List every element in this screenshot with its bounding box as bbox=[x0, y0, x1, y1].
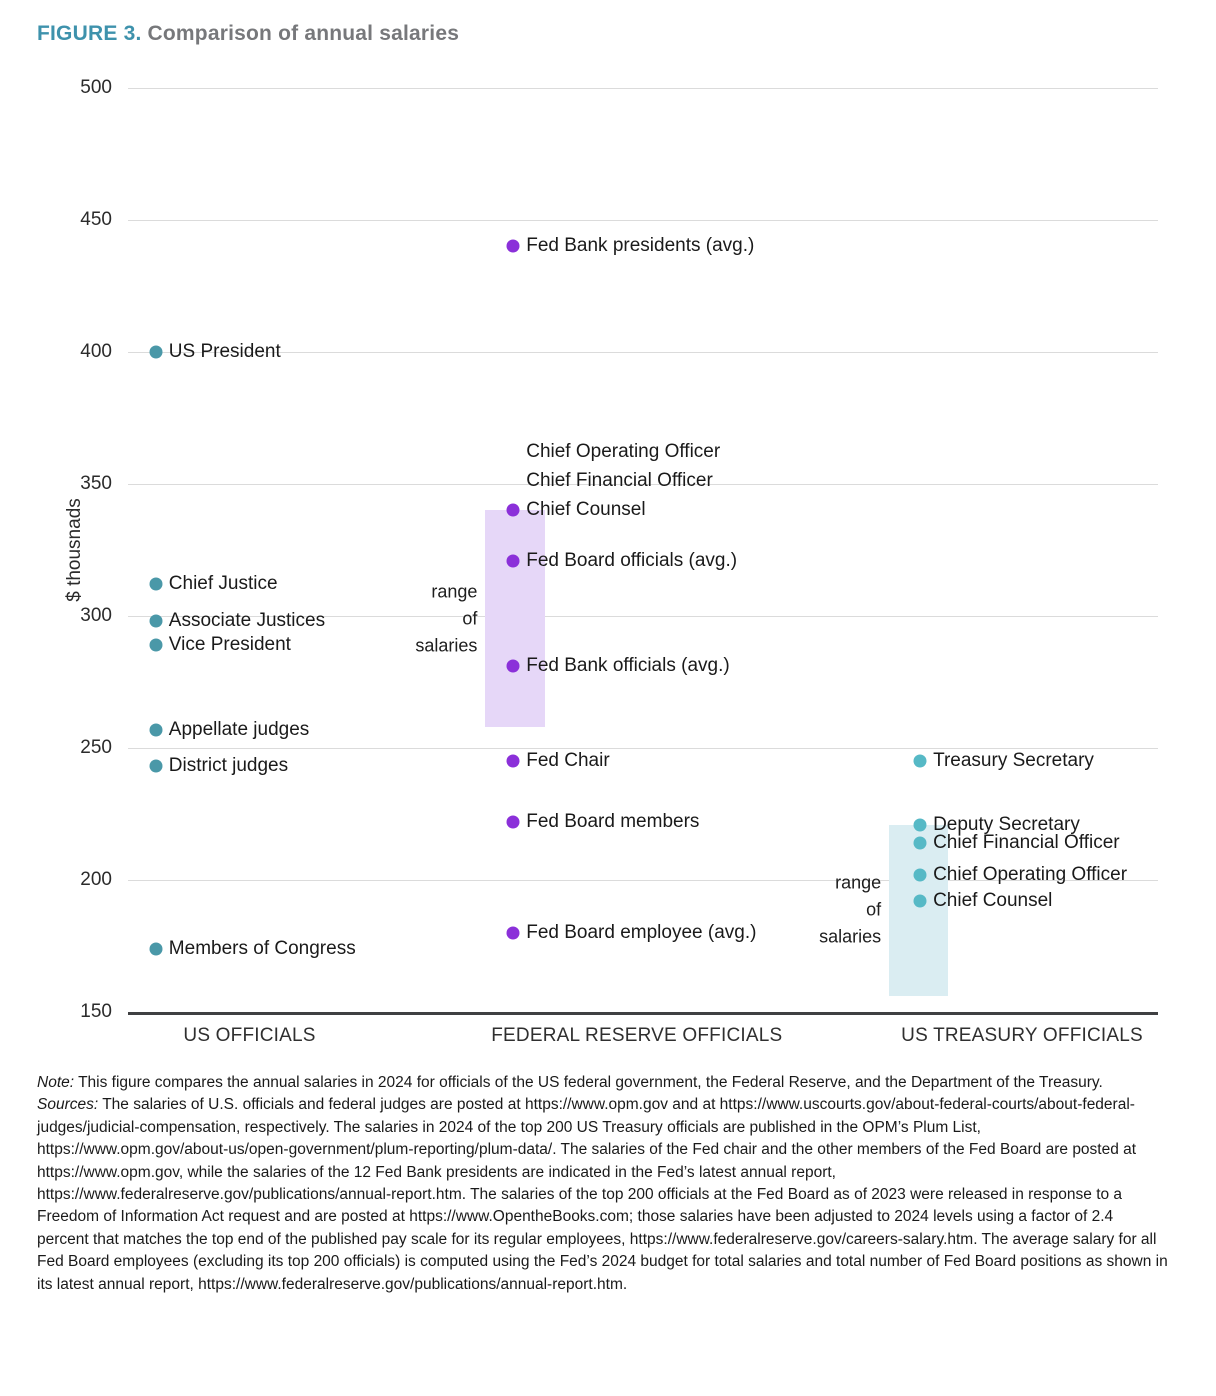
x-axis-category: FEDERAL RESERVE OFFICIALS bbox=[491, 1025, 783, 1046]
figure-number: FIGURE 3. bbox=[37, 22, 142, 45]
data-point-label: Chief Counsel bbox=[933, 890, 1053, 912]
figure-footnotes bbox=[37, 1072, 1169, 1296]
data-point-dot bbox=[149, 578, 162, 591]
gridline-450 bbox=[128, 220, 1158, 221]
y-tick-label-250: 250 bbox=[80, 737, 112, 758]
data-point-dot bbox=[149, 615, 162, 628]
data-point-label: Fed Board members bbox=[526, 810, 700, 832]
data-point-label: Fed Board officials (avg.) bbox=[526, 549, 738, 571]
y-tick-label-200: 200 bbox=[80, 869, 112, 890]
data-point-dot bbox=[149, 639, 162, 652]
data-point-dot bbox=[507, 660, 520, 673]
y-tick-label-450: 450 bbox=[80, 209, 112, 230]
y-tick-label-500: 500 bbox=[80, 77, 112, 98]
data-point-label: Fed Board employee (avg.) bbox=[526, 921, 757, 943]
data-point-label: Members of Congress bbox=[168, 937, 356, 959]
data-point-label: Chief Justice bbox=[168, 573, 278, 595]
data-point-label: Chief Financial Officer bbox=[526, 470, 713, 492]
sources-body: The salaries of U.S. officials and federal judges are posted at https://www.opm.gov and at https://www.uscourts.gov/about-federal-courts/about-federal-judges/judicial-compensation, respectively. The salaries in 2024 of the top 200 US Treasury officials are published in the OPM’s Plum List, https://www.opm.gov/about-us/open-government/plum-reporting/plum-data/. The salaries of the Fed chair and the other members of the Fed Board are posted at https://www.opm.gov, while the salaries of the 12 Fed Bank presidents are indicated in the Fed’s latest annual report, https://www.federalreserve.gov/publications/annual-report.htm. The salaries of the top 200 officials at the Fed Board as of 2023 were released in response to a Freedom of Information Act request and are posted at https://www.OpentheBooks.com; those salaries have been adjusted to 2024 levels using a factor of 2.4 percent that matches the top end of the published pay scale for its regular employees, https://www.federalreserve.gov/careers-salary.htm. The average salary for all Fed Board employees (excluding its top 200 officials) is computed using the Fed’s 2024 budget for total salaries and total number of Fed Board positions as shown in its latest annual report, https://www.federalreserve.gov/publications/annual-report.htm. bbox=[37, 1096, 1168, 1293]
data-point-dot bbox=[507, 815, 520, 828]
x-axis-category: US OFFICIALS bbox=[183, 1025, 316, 1046]
figure-title bbox=[37, 22, 459, 46]
data-point-dot bbox=[507, 755, 520, 768]
data-point-dot bbox=[149, 346, 162, 359]
data-point-label: District judges bbox=[168, 755, 289, 777]
data-point-label: US President bbox=[168, 341, 281, 362]
data-point-dot bbox=[507, 504, 520, 517]
y-axis-label: $ thousnads bbox=[64, 498, 85, 602]
data-point-dot bbox=[914, 868, 927, 881]
data-point-label: Treasury Secretary bbox=[933, 750, 1094, 772]
data-point-dot bbox=[914, 895, 927, 908]
data-point-label: Vice President bbox=[168, 634, 291, 656]
data-point-label: Fed Bank presidents (avg.) bbox=[526, 235, 755, 257]
y-tick-label-350: 350 bbox=[80, 473, 112, 494]
gridline-400 bbox=[128, 352, 1158, 353]
gridline-500 bbox=[128, 88, 1158, 89]
salary-range-label-0: range of salaries bbox=[415, 581, 478, 656]
data-point-label: Chief Operating Officer bbox=[933, 863, 1128, 885]
data-point-label: Chief Financial Officer bbox=[933, 832, 1120, 854]
data-point-label: Chief Counsel bbox=[526, 499, 646, 521]
data-point-dot bbox=[149, 942, 162, 955]
data-point-dot bbox=[149, 723, 162, 736]
data-point-label: Fed Bank officials (avg.) bbox=[526, 655, 730, 677]
y-tick-label-400: 400 bbox=[80, 341, 112, 362]
y-tick-label-150: 150 bbox=[80, 1001, 112, 1022]
data-point-dot bbox=[914, 755, 927, 768]
data-point-label: Chief Operating Officer bbox=[526, 441, 721, 463]
data-point-label: Appellate judges bbox=[168, 718, 310, 740]
data-point-label: Associate Justices bbox=[168, 610, 326, 632]
salary-range-label-1: range of salaries bbox=[819, 872, 882, 947]
gridline-250 bbox=[128, 748, 1158, 749]
y-tick-label-300: 300 bbox=[80, 605, 112, 626]
data-point-label: Deputy Secretary bbox=[933, 813, 1080, 835]
data-point-dot bbox=[914, 837, 927, 850]
x-axis-category: US TREASURY OFFICIALS bbox=[901, 1025, 1143, 1046]
data-point-dot bbox=[507, 240, 520, 253]
figure-caption: Comparison of annual salaries bbox=[147, 22, 460, 45]
figure-sources bbox=[37, 1094, 1169, 1296]
salary-range-band-0 bbox=[485, 510, 545, 726]
data-point-dot bbox=[507, 926, 520, 939]
data-point-dot bbox=[149, 760, 162, 773]
sources-prefix: Sources: bbox=[37, 1096, 99, 1114]
data-point-dot bbox=[507, 554, 520, 567]
data-point-dot bbox=[914, 818, 927, 831]
note-body: This figure compares the annual salaries in 2024 for officials of the US federal government, the Federal Reserve, and the Department of the Treasury. bbox=[78, 1074, 1103, 1091]
salary-chart-plot-area bbox=[64, 77, 1158, 1046]
figure-note bbox=[37, 1072, 1169, 1094]
data-point-label: Fed Chair bbox=[526, 750, 610, 772]
note-prefix: Note: bbox=[37, 1074, 75, 1091]
